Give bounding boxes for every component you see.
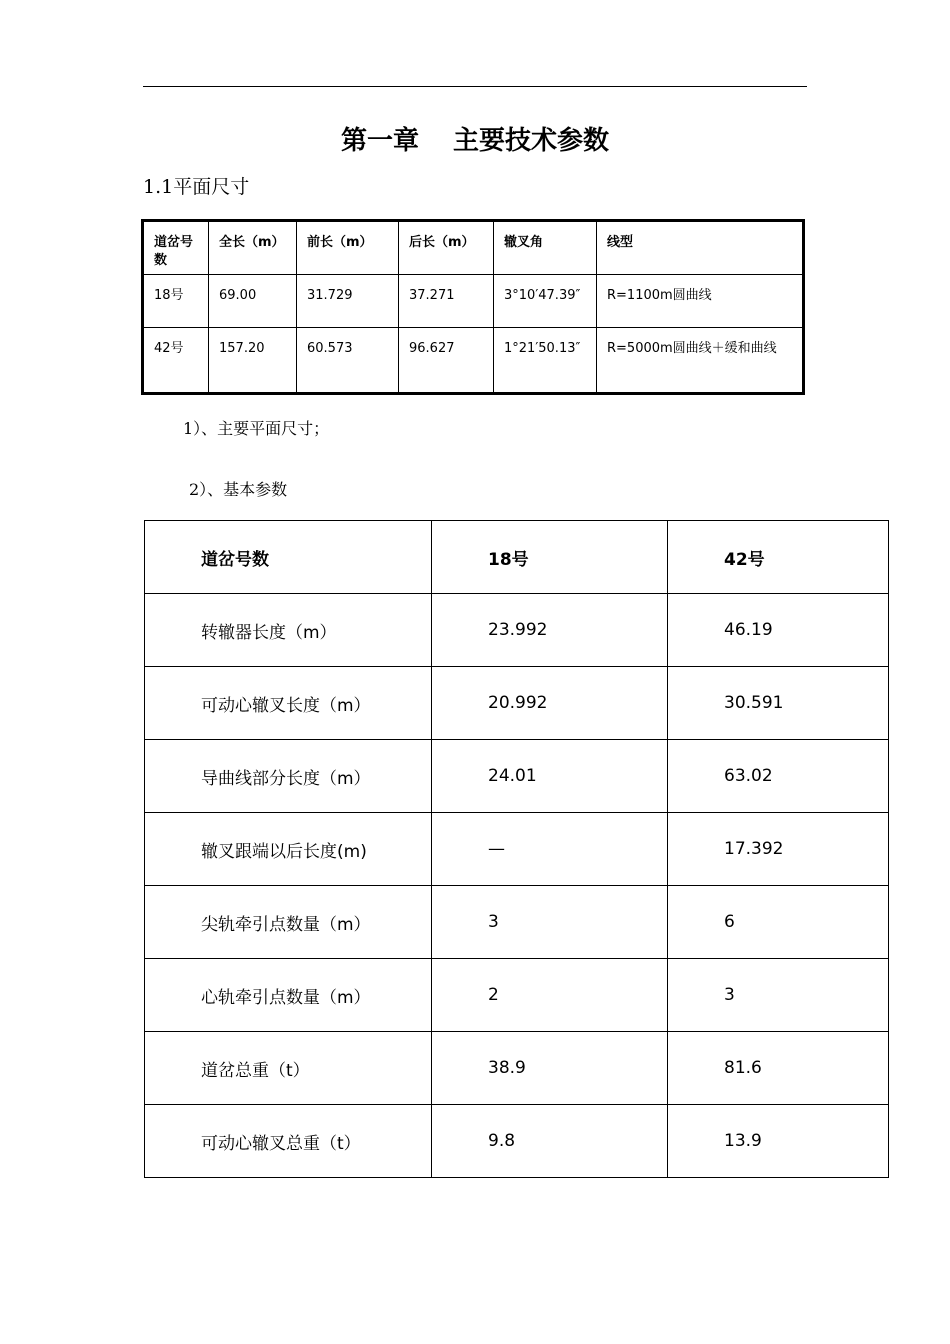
table-cell: 37.271 xyxy=(399,275,494,328)
table-row xyxy=(143,275,804,328)
table-cell: 157.20 xyxy=(209,328,297,394)
table-row xyxy=(145,594,889,667)
table-cell: 1°21′50.13″ xyxy=(494,328,597,394)
note-basic-parameters: 2）、基本参数 xyxy=(189,480,288,499)
table-cell: R=5000m圆曲线＋缓和曲线 xyxy=(597,328,804,394)
table-cell: 69.00 xyxy=(209,275,297,328)
table-row xyxy=(143,328,804,394)
param-value-42: 63.02 xyxy=(668,740,889,813)
param-label: 辙叉跟端以后长度(m) xyxy=(145,813,432,886)
table-row xyxy=(145,667,889,740)
param-value-42: 13.9 xyxy=(668,1105,889,1178)
param-label: 可动心辙叉总重（t） xyxy=(145,1105,432,1178)
chapter-title xyxy=(0,120,950,157)
header-cell: 18号 xyxy=(432,521,668,594)
table-cell: 31.729 xyxy=(297,275,399,328)
param-value-18: 9.8 xyxy=(432,1105,668,1178)
table-row xyxy=(145,886,889,959)
header-cell: 道岔号数 xyxy=(143,221,209,275)
table-row xyxy=(145,1105,889,1178)
param-label: 尖轨牵引点数量（m） xyxy=(145,886,432,959)
table-cell: 60.573 xyxy=(297,328,399,394)
table-header-row xyxy=(145,521,889,594)
table-cell: 96.627 xyxy=(399,328,494,394)
param-value-42: 81.6 xyxy=(668,1032,889,1105)
param-value-42: 17.392 xyxy=(668,813,889,886)
param-value-18: 3 xyxy=(432,886,668,959)
param-label: 导曲线部分长度（m） xyxy=(145,740,432,813)
param-value-42: 6 xyxy=(668,886,889,959)
param-value-42: 30.591 xyxy=(668,667,889,740)
param-label: 心轨牵引点数量（m） xyxy=(145,959,432,1032)
header-cell: 前长（m） xyxy=(297,221,399,275)
section-title: 1.1平面尺寸 xyxy=(143,176,250,198)
param-value-42: 3 xyxy=(668,959,889,1032)
header-cell: 道岔号数 xyxy=(145,521,432,594)
table-row xyxy=(145,740,889,813)
param-value-18: 38.9 xyxy=(432,1032,668,1105)
header-cell: 全长（m） xyxy=(209,221,297,275)
header-cell: 线型 xyxy=(597,221,804,275)
note-plan-dimensions: 1）、主要平面尺寸； xyxy=(183,419,330,438)
param-value-18: 23.992 xyxy=(432,594,668,667)
param-value-18: 20.992 xyxy=(432,667,668,740)
param-value-18: 2 xyxy=(432,959,668,1032)
table-cell: 42号 xyxy=(143,328,209,394)
table-cell: 18号 xyxy=(143,275,209,328)
header-cell: 42号 xyxy=(668,521,889,594)
param-value-18: 24.01 xyxy=(432,740,668,813)
header-cell: 后长（m） xyxy=(399,221,494,275)
table-cell: 3°10′47.39″ xyxy=(494,275,597,328)
table-row xyxy=(145,1032,889,1105)
table-row xyxy=(145,813,889,886)
table-cell: R=1100m圆曲线 xyxy=(597,275,804,328)
param-value-18: — xyxy=(432,813,668,886)
param-label: 可动心辙叉长度（m） xyxy=(145,667,432,740)
basic-parameters-table xyxy=(144,520,889,1178)
header-rule xyxy=(143,86,807,87)
plan-dimensions-table xyxy=(141,219,805,395)
header-cell: 辙叉角 xyxy=(494,221,597,275)
param-value-42: 46.19 xyxy=(668,594,889,667)
param-label: 道岔总重（t） xyxy=(145,1032,432,1105)
chapter-number: 第一章 xyxy=(340,126,419,156)
table-row xyxy=(145,959,889,1032)
table-header-row xyxy=(143,221,804,275)
chapter-name: 主要技术参数 xyxy=(453,126,610,156)
param-label: 转辙器长度（m） xyxy=(145,594,432,667)
